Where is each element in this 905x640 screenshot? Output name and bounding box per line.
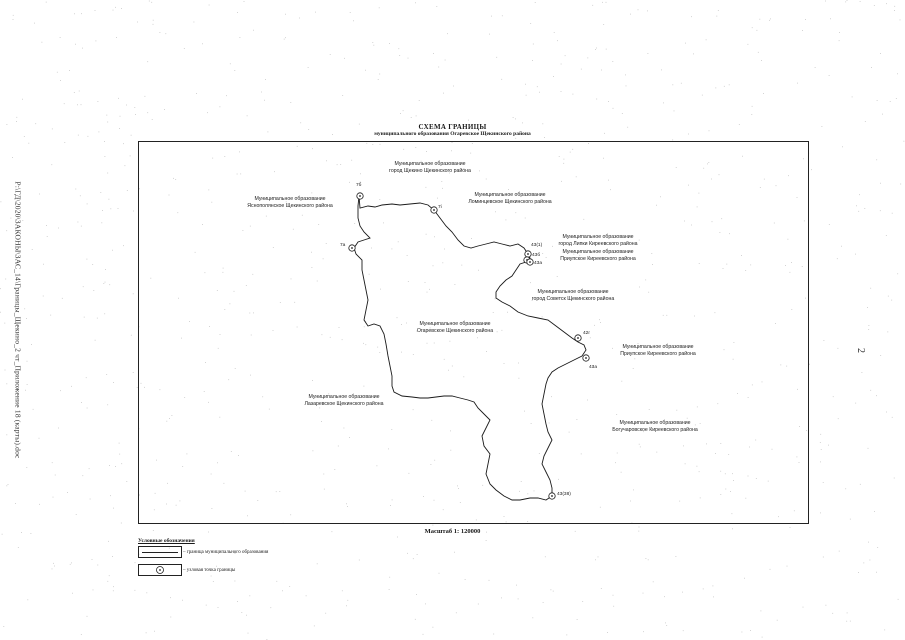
region-label-line2: Яснополянское Щекинского района — [247, 203, 333, 209]
boundary-point-label: 43а — [589, 365, 598, 370]
boundary-point-label: 42г — [583, 331, 591, 336]
region-label-line2: город Советск Щекинского района — [531, 296, 615, 302]
map-title: СХЕМА ГРАНИЦЫ — [418, 123, 487, 131]
legend-point-label: – узловая точка границы — [183, 567, 236, 573]
map-scale: Масштаб 1: 120000 — [424, 528, 481, 535]
legend-boundary-swatch — [138, 546, 182, 558]
boundary-point-label: 7б — [356, 183, 362, 188]
region-label-line1: Муниципальное образование — [308, 394, 380, 400]
region-label-line2: Ломинцевское Щекинского района — [468, 199, 552, 205]
boundary-point-dot — [351, 247, 353, 249]
region-label-line1: Муниципальное образование — [619, 420, 691, 426]
region-label-line2: Приупское Киреевского района — [620, 351, 696, 357]
region-label-line2: Приупское Киреевского района — [560, 256, 636, 262]
boundary-point-dot — [433, 209, 435, 211]
file-path-margin-text: P:\ГД\2020\ЗАКОНЫ\ЗАС_14\Границы_Щекино_2 чт_Приложение 18 (карты).doc — [13, 181, 23, 459]
legend-boundary-row — [138, 546, 268, 558]
boundary-point-dot — [529, 261, 531, 263]
region-label-line1: Муниципальное образование — [254, 196, 326, 202]
legend-point-row — [138, 564, 235, 576]
region-label-line2: Огаревское Щекинского района — [416, 328, 494, 334]
region-label-line1: Муниципальное образование — [537, 289, 609, 295]
legend-point-swatch — [138, 564, 182, 576]
region-label-line2: город Щекино Щекинского района — [389, 168, 471, 174]
region-label-line1: Муниципальное образование — [474, 192, 546, 198]
boundary-point-label: 43(1) — [531, 243, 543, 248]
boundary-point-label: 7а — [340, 243, 346, 248]
region-label-line1: Муниципальное образование — [394, 161, 466, 167]
boundary-point-label: 7і — [438, 205, 442, 210]
boundary-point-label: 43(38) — [557, 492, 571, 497]
boundary-point-dot — [551, 495, 553, 497]
boundary-point-dot — [527, 253, 529, 255]
page-number: 2 — [855, 348, 866, 353]
region-label-line1: Муниципальное образование — [562, 234, 634, 240]
region-label-line2: Богучаровское Киреевского района — [612, 427, 698, 433]
boundary-point-dot — [359, 195, 361, 197]
map-subtitle: муниципального образования Огаревское Щекинского района — [374, 131, 531, 137]
boundary-point-label: 43а — [534, 261, 543, 266]
legend-point-icon — [139, 565, 181, 575]
boundary-point-dot — [577, 337, 579, 339]
legend-boundary-label: – граница муниципального образования — [183, 549, 269, 555]
region-label-line1: Муниципальное образование — [419, 321, 491, 327]
region-label-line1: Муниципальное образование — [562, 249, 634, 255]
legend-title: Условные обозначения — [138, 538, 195, 544]
region-label-line2: Лазаревское Щекинского района — [304, 401, 384, 407]
boundary-point-label: 43б — [532, 253, 541, 258]
municipal-boundary-line — [354, 196, 586, 500]
region-label-line1: Муниципальное образование — [622, 344, 694, 350]
region-label-line2: город Липки Киреевского района — [558, 241, 638, 247]
boundary-point-dot — [585, 357, 587, 359]
